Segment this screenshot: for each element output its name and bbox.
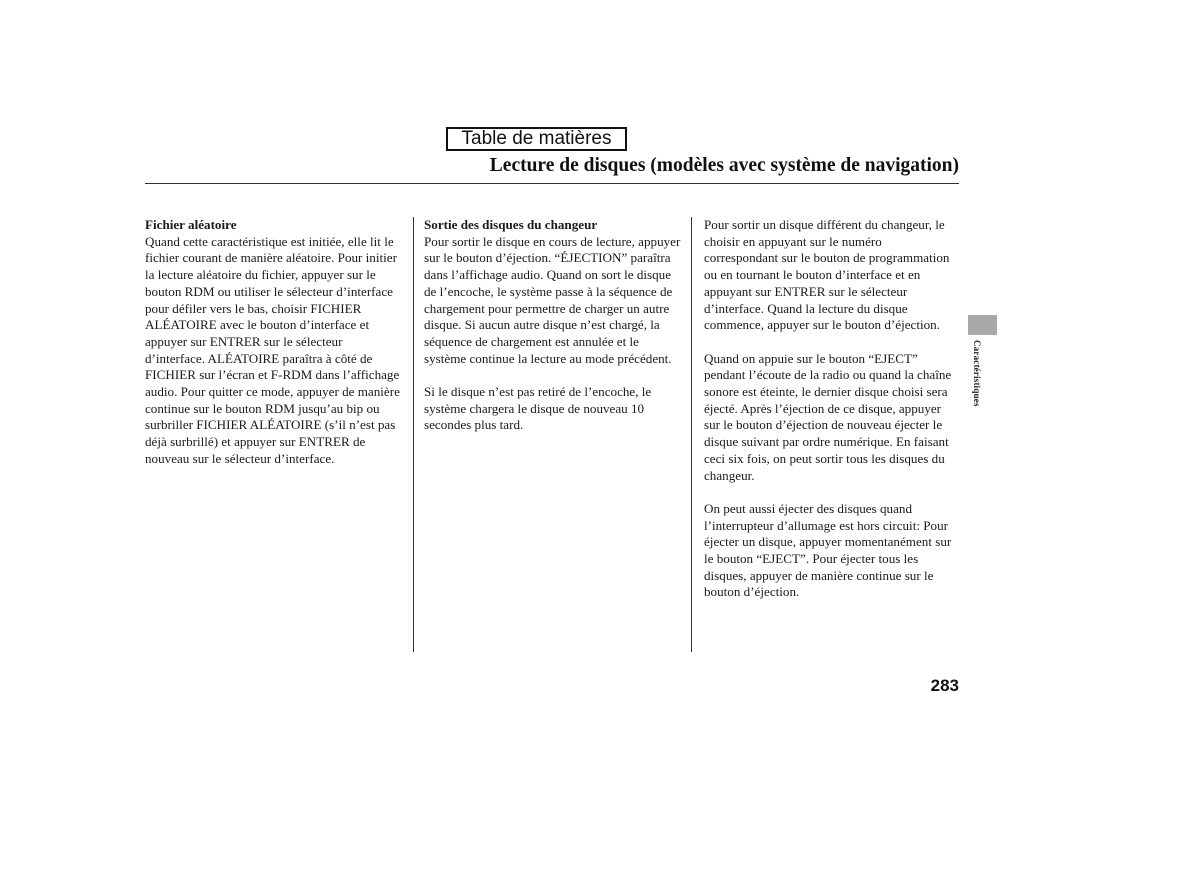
page-title: Lecture de disques (modèles avec système de navigation) bbox=[489, 155, 959, 176]
section-tab-marker bbox=[968, 315, 997, 335]
section-heading-eject-discs: Sortie des disques du changeur bbox=[424, 217, 598, 232]
column-random-file bbox=[145, 217, 403, 468]
paragraph: Quand on appuie sur le bouton “EJECT” pendant l’écoute de la radio ou quand la chaîne sonore est éteinte, le dernier disque choisi sera éjecté. Après l’éjection de ce disque, appuyer sur le bouton d’éjection de nouveau éjecter le disque suivant par ordre numérique. En faisant ceci six fois, on peut sortir tous les disques du changeur. bbox=[704, 350, 952, 483]
page-number: 283 bbox=[930, 676, 959, 695]
paragraph: On peut aussi éjecter des disques quand l’interrupteur d’allumage est hors circuit: Pour éjecter un disque, appuyer momentanément sur le bouton “EJECT”. Pour éjecter tous les disques, appuyer de manière continue sur le bouton d’éjection. bbox=[704, 500, 952, 600]
column-divider bbox=[413, 217, 414, 652]
section-tab-label: Caractéristiques bbox=[972, 340, 982, 407]
column-eject-continued bbox=[704, 217, 956, 601]
table-of-contents-button[interactable]: Table de matières bbox=[446, 127, 627, 151]
section-heading-random-file: Fichier aléatoire bbox=[145, 217, 237, 232]
column-divider bbox=[691, 217, 692, 652]
paragraph: Si le disque n’est pas retiré de l’encoche, le système chargera le disque de nouveau 10 secondes plus tard. bbox=[424, 384, 652, 433]
paragraph: Pour sortir un disque différent du changeur, le choisir en appuyant sur le numéro correspondant sur le bouton de programmation ou en tournant le bouton d’interface et en appuyant sur ENTRER sur le sélecteur d’interface. Quand la lecture du disque commence, appuyer sur le bouton d’éjection. bbox=[704, 217, 950, 333]
column-eject-discs bbox=[424, 217, 682, 434]
header-divider bbox=[145, 183, 959, 184]
paragraph: Pour sortir le disque en cours de lecture, appuyer sur le bouton d’éjection. “ÉJECTION” paraîtra dans l’affichage audio. Quand on sort le disque de l’encoche, le système passe à la séquence de chargement pour permettre de charger un autre disque. Si aucun autre disque n’est chargé, la séquence de chargement est annulée et le système continue la lecture au mode précédent. bbox=[424, 233, 681, 366]
paragraph: Quand cette caractéristique est initiée, elle lit le fichier courant de manière aléatoire. Pour initier la lecture aléatoire du fichier, appuyer sur le bouton RDM ou utiliser le sélecteur d’interface pour défiler vers le bas, choisir FICHIER ALÉATOIRE avec le bouton d’interface et appuyer sur ENTRER sur le sélecteur d’interface. ALÉATOIRE paraîtra à côté de FICHIER sur l’écran et F-RDM dans l’affichage audio. Pour quitter ce mode, appuyer de manière continue sur le bouton RDM jusqu’au bip ou surbriller FICHIER ALÉATOIRE (s’il n’est pas déjà surbrillé) et appuyer sur ENTRER de nouveau sur le sélecteur d’interface. bbox=[145, 233, 400, 466]
